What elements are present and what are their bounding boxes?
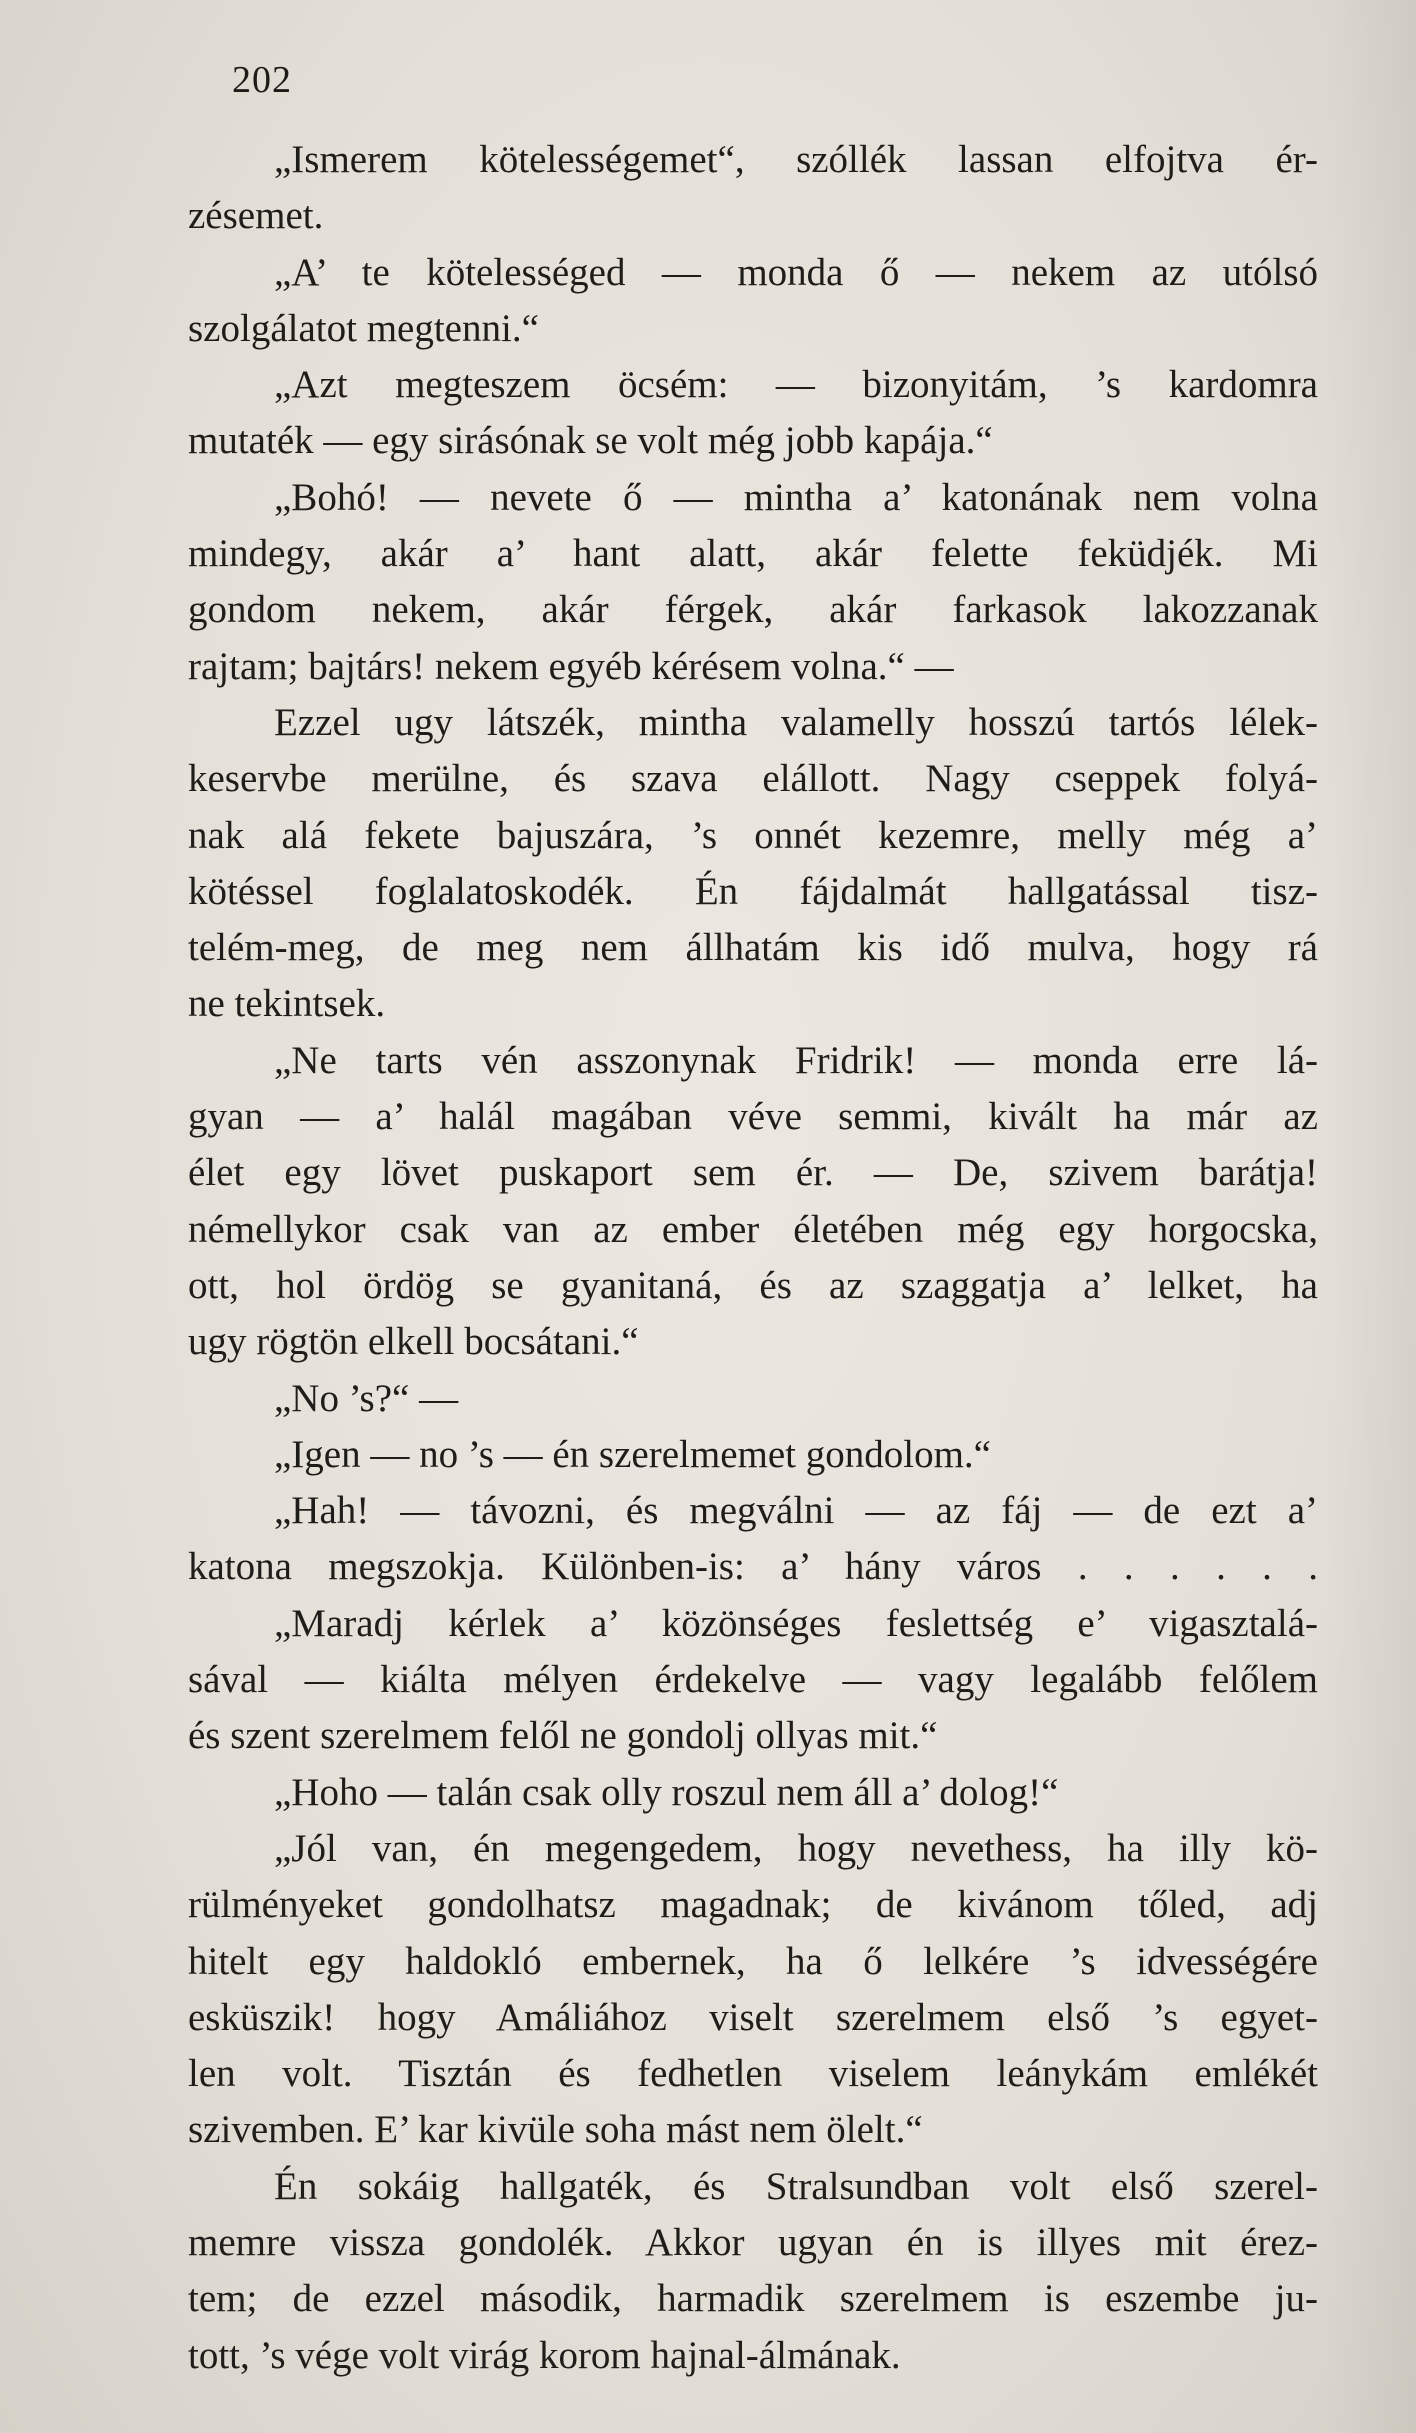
- text-line: rajtam; bajtárs! nekem egyéb kérésem volna.“ —: [188, 644, 954, 688]
- text-line: gyan — a’ halál magában véve semmi, kivált ha már az: [188, 1095, 1318, 1139]
- body-text: [188, 132, 1318, 2384]
- text-line: szivemben. E’ kar kivüle soha mást nem ölelt.“: [188, 2108, 923, 2152]
- text-line: memre vissza gondolék. Akkor ugyan én is illyes mit érez-: [188, 2220, 1318, 2264]
- text-line: mutaték — egy sirásónak se volt még jobb kapája.“: [188, 419, 993, 463]
- page-number: 202: [232, 59, 292, 101]
- text-line: katona megszokja. Különben-is: a’ hány város . . . . . .: [188, 1545, 1318, 1589]
- text-line: „A’ te kötelességed — monda ő — nekem az utólsó: [274, 250, 1318, 294]
- text-line: élet egy lövet puskaport sem ér. — De, szivem barátja!: [188, 1151, 1318, 1195]
- text-line: „Hoho — talán csak olly roszul nem áll a’ dolog!“: [274, 1770, 1059, 1814]
- text-line: ott, hol ördög se gyanitaná, és az szaggatja a’ lelket, ha: [188, 1263, 1318, 1307]
- paper-shading: [1326, 0, 1416, 2433]
- text-line: és szent szerelmem felől ne gondolj ollyas mit.“: [188, 1714, 938, 1758]
- text-line: zésemet.: [188, 194, 324, 238]
- text-line: „Bohó! — nevete ő — mintha a’ katonának nem volna: [274, 475, 1318, 519]
- text-line: szolgálatot megtenni.“: [188, 306, 539, 350]
- text-line: telém-meg, de meg nem állhatám kis idő mulva, hogy rá: [188, 926, 1318, 970]
- text-line: „Ne tarts vén asszonynak Fridrik! — monda erre lá-: [274, 1038, 1318, 1082]
- text-line: „Hah! — távozni, és megválni — az fáj — de ezt a’: [274, 1489, 1318, 1533]
- text-line: len volt. Tisztán és fedhetlen viselem leánykám emlékét: [188, 2052, 1318, 2096]
- text-line: nak alá fekete bajuszára, ’s onnét kezemre, melly még a’: [188, 813, 1318, 857]
- text-line: „No ’s?“ —: [274, 1376, 459, 1420]
- text-line: „Ismerem kötelességemet“, szóllék lassan elfojtva ér-: [274, 138, 1318, 181]
- text-line: sával — kiálta mélyen érdekelve — vagy legalább felőlem: [188, 1658, 1318, 1702]
- text-line: Ezzel ugy látszék, mintha valamelly hosszú tartós lélek-: [274, 700, 1318, 744]
- text-line: ne tekintsek.: [188, 982, 386, 1026]
- text-line: „Igen — no ’s — én szerelmemet gondolom.“: [274, 1432, 991, 1476]
- text-line: kötéssel foglalatoskodék. Én fájdalmát hallgatással tisz-: [188, 869, 1318, 913]
- text-line: „Maradj kérlek a’ közönséges feslettség e’ vigasztalá-: [274, 1601, 1318, 1645]
- text-line: mindegy, akár a’ hant alatt, akár felette feküdjék. Mi: [188, 532, 1318, 576]
- text-line: rülményeket gondolhatsz magadnak; de kivánom tőled, adj: [188, 1883, 1318, 1927]
- text-line: tott, ’s vége volt virág korom hajnal-álmának.: [188, 2333, 901, 2377]
- text-line: hitelt egy haldokló embernek, ha ő lelkére ’s idvességére: [188, 1939, 1318, 1983]
- text-line: gondom nekem, akár férgek, akár farkasok lakozzanak: [188, 588, 1318, 632]
- text-line: „Jól van, én megengedem, hogy nevethess, ha illy kö-: [274, 1826, 1318, 1870]
- text-line: Én sokáig hallgaték, és Stralsundban volt első szerel-: [274, 2164, 1318, 2208]
- text-line: esküszik! hogy Amáliához viselt szerelmem első ’s egyet-: [188, 1995, 1318, 2039]
- text-line: ugy rögtön elkell bocsátani.“: [188, 1320, 639, 1364]
- text-line: tem; de ezzel második, harmadik szerelmem is eszembe ju-: [188, 2277, 1318, 2321]
- text-line: „Azt megteszem öcsém: — bizonyitám, ’s kardomra: [274, 363, 1318, 407]
- text-line: keservbe merülne, és szava elállott. Nagy cseppek folyá-: [188, 757, 1318, 801]
- text-line: némellykor csak van az ember életében még egy horgocska,: [188, 1207, 1318, 1251]
